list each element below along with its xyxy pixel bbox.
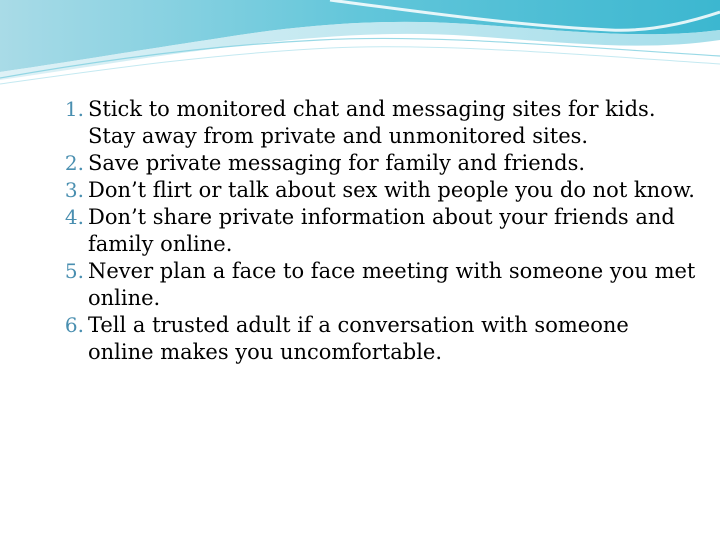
numbered-list — [10, 96, 700, 366]
list-number: 1. — [64, 97, 84, 121]
list-item — [10, 177, 700, 204]
list-item — [10, 312, 700, 366]
list-text: Never plan a face to face meeting with someone you met online. — [88, 259, 696, 310]
list-number: 3. — [64, 178, 84, 202]
list-number: 4. — [64, 205, 84, 229]
list-text: Save private messaging for family and friends. — [88, 151, 586, 175]
list-text: Tell a trusted adult if a conversation with someone online makes you uncomfortable. — [88, 313, 629, 364]
list-number: 6. — [64, 313, 84, 337]
list-text: Stick to monitored chat and messaging sites for kids. Stay away from private and unmonitored sites. — [88, 97, 656, 148]
list-number: 2. — [64, 151, 84, 175]
list-item — [10, 204, 700, 258]
header-wave-decoration — [0, 0, 720, 90]
list-text: Don’t flirt or talk about sex with people you do not know. — [88, 178, 695, 202]
list-text: Don’t share private information about your friends and family online. — [88, 205, 675, 256]
list-item — [10, 96, 700, 150]
list-item — [10, 258, 700, 312]
list-item — [10, 150, 700, 177]
slide-content — [10, 96, 700, 366]
list-number: 5. — [64, 259, 84, 283]
